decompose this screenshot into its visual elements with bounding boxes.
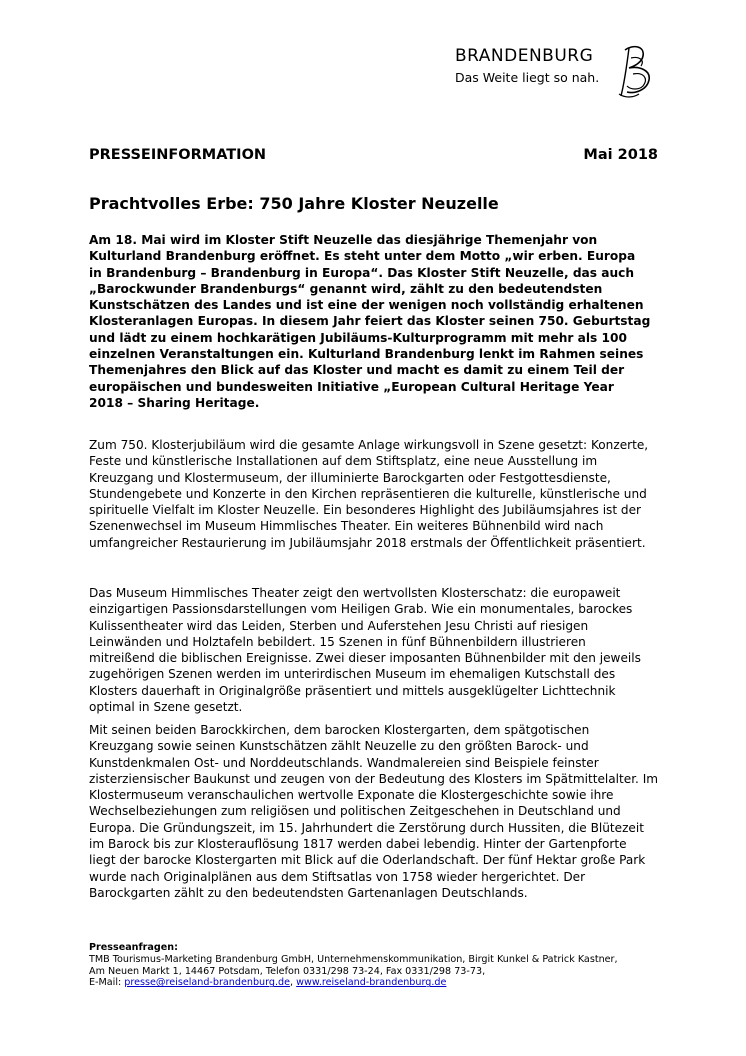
text-line: Europa. Die Gründungszeit, im 15. Jahrhundert die Zerstörung durch Hussiten, die Blütezeit (89, 820, 644, 835)
text-line: Kreuzgang und Klostermuseum, der illuminierte Barockgarten oder Festgottesdienste, (89, 470, 611, 485)
headline: Prachtvolles Erbe: 750 Jahre Kloster Neuzelle (89, 194, 499, 213)
text-line: Stundengebete und Konzerte in den Kirchen repräsentieren die kulturelle, künstlerische und (89, 486, 647, 501)
text-line: im Barock bis zur Klosterauflösung 1817 werden dabei lebendig. Hinter der Gartenpforte (89, 837, 627, 852)
text-line: Kulissentheater wird das Leiden, Sterben und Auferstehen Jesu Christi auf riesigen (89, 618, 589, 633)
text-line: Kreuzgang sowie seinen Kunstschätzen zählt Neuzelle zu den größten Barock- und (89, 739, 589, 754)
text-line: Kunstschätzen des Landes und ist eine der wenigen noch vollständig erhaltenen (89, 298, 644, 313)
text-line: Leinwänden und Holztafeln bebildert. 15 Szenen in fünf Bühnenbildern illustrieren (89, 634, 586, 649)
body-paragraph-3 (89, 722, 664, 901)
body-paragraph-1 (89, 437, 664, 551)
text-line: „Barockwunder Brandenburgs“ genannt wird, zählt zu den bedeutendsten (89, 281, 603, 296)
text-line: zugehörigen Szenen werden im unterirdischen Museum im ehemaligen Kutschstall des (89, 667, 616, 682)
text-line: umfangreicher Restaurierung im Jubiläumsjahr 2018 erstmals der Öffentlichkeit präsentiert. (89, 535, 646, 550)
contact-line-2: Am Neuen Markt 1, 14467 Potsdam, Telefon 0331/298 73-24, Fax 0331/298 73-73, (89, 965, 486, 977)
text-line: Klostermuseum veranschaulichen wertvolle Exponate die Klostergeschichte sowie ihre (89, 788, 614, 803)
contact-separator: , (290, 977, 297, 989)
website-link[interactable]: www.reiseland-brandenburg.de (296, 977, 447, 989)
text-line: mitreißend die biblischen Ereignisse. Zwei dieser imposanten Bühnenbilder mit den jeweils (89, 651, 641, 666)
text-line: europäischen und bundesweiten Initiative „European Cultural Heritage Year (89, 379, 614, 394)
text-line: optimal in Szene gesetzt. (89, 700, 243, 715)
press-date: Mai 2018 (583, 147, 658, 163)
text-line: Mit seinen beiden Barockkirchen, dem barocken Klostergarten, dem spätgotischen (89, 723, 590, 737)
brandenburg-logo (455, 44, 660, 99)
email-label: E-Mail: (89, 977, 125, 989)
text-line: Szenenwechsel im Museum Himmlisches Theater. Ein weiteres Bühnenbild wird nach (89, 519, 604, 534)
logo-tagline: Das Weite liegt so nah. (455, 70, 600, 85)
text-line: zisterziensischer Baukunst und zeugen von der Bedeutung des Klosters im Spätmittelalter. Im (89, 771, 659, 786)
contact-line-3 (89, 977, 664, 989)
text-line: einzelnen Veranstaltungen ein. Kulturland Brandenburg lenkt im Rahmen seines (89, 347, 644, 362)
text-line: Wechselbeziehungen zum religiösen und politischen Zeitgeschehen in Deutschland und (89, 804, 621, 819)
text-line: Kulturland Brandenburg eröffnet. Es steht unter dem Motto „wir erben. Europa (89, 249, 636, 264)
text-line: Barockgarten zählt zu den bedeutendsten Gartenanlagen Deutschlands. (89, 885, 528, 900)
text-line: spirituelle Vielfalt im Kloster Neuzelle. Ein besonderes Highlight des Jubiläumsjahres ist der (89, 503, 642, 518)
press-label: PRESSEINFORMATION (89, 147, 267, 163)
press-header (89, 147, 658, 163)
text-line: Klosters dauerhaft in Originalgröße präsentiert und mittels ausgeklügelter Lichttechnik (89, 683, 616, 698)
contact-title: Presseanfragen: (89, 942, 178, 953)
contact-line-1: TMB Tourismus-Marketing Brandenburg GmbH, Unternehmenskommunikation, Birgit Kunkel & Patrick Kastner, (89, 953, 618, 965)
text-line: Am 18. Mai wird im Kloster Stift Neuzelle das diesjährige Themenjahr von (89, 233, 598, 247)
text-line: wurde nach Originalplänen aus dem Stiftsatlas von 1758 wieder hergerichtet. Der (89, 869, 586, 884)
text-line: liegt der barocke Klostergarten mit Blick auf die Oderlandschaft. Der fünf Hektar große Park (89, 853, 646, 868)
text-line: Kunstdenkmalen Ost- und Norddeutschlands. Wandmalereien sind Beispiele feinster (89, 755, 599, 770)
text-line: 2018 – Sharing Heritage. (89, 395, 260, 410)
email-link[interactable]: presse@reiseland-brandenburg.de (124, 977, 291, 989)
logo-name: BRANDENBURG (455, 46, 594, 66)
text-line: Themenjahres den Blick auf das Kloster und macht es damit zu einem Teil der (89, 363, 625, 378)
text-line: Feste und künstlerische Installationen auf dem Stiftsplatz, eine neue Ausstellung im (89, 454, 598, 469)
lead-paragraph (89, 232, 661, 411)
text-line: einzigartigen Passionsdarstellungen vom Heiligen Grab. Wie ein monumentales, barockes (89, 602, 633, 617)
text-line: Klosteranlagen Europas. In diesem Jahr feiert das Kloster seinen 750. Geburtstag (89, 314, 651, 329)
text-line: und lädt zu einem hochkarätigen Jubiläums-Kulturprogramm mit mehr als 100 (89, 330, 627, 345)
press-contact (89, 942, 664, 989)
body-paragraph-2 (89, 585, 664, 715)
text-line: Das Museum Himmlisches Theater zeigt den wertvollsten Klosterschatz: die europaweit (89, 586, 621, 600)
text-line: Zum 750. Klosterjubiläum wird die gesamte Anlage wirkungsvoll in Szene gesetzt: Konzerte, (89, 438, 649, 452)
brandenburg-b-icon (615, 44, 659, 100)
text-line: in Brandenburg – Brandenburg in Europa“. Das Kloster Stift Neuzelle, das auch (89, 265, 635, 280)
